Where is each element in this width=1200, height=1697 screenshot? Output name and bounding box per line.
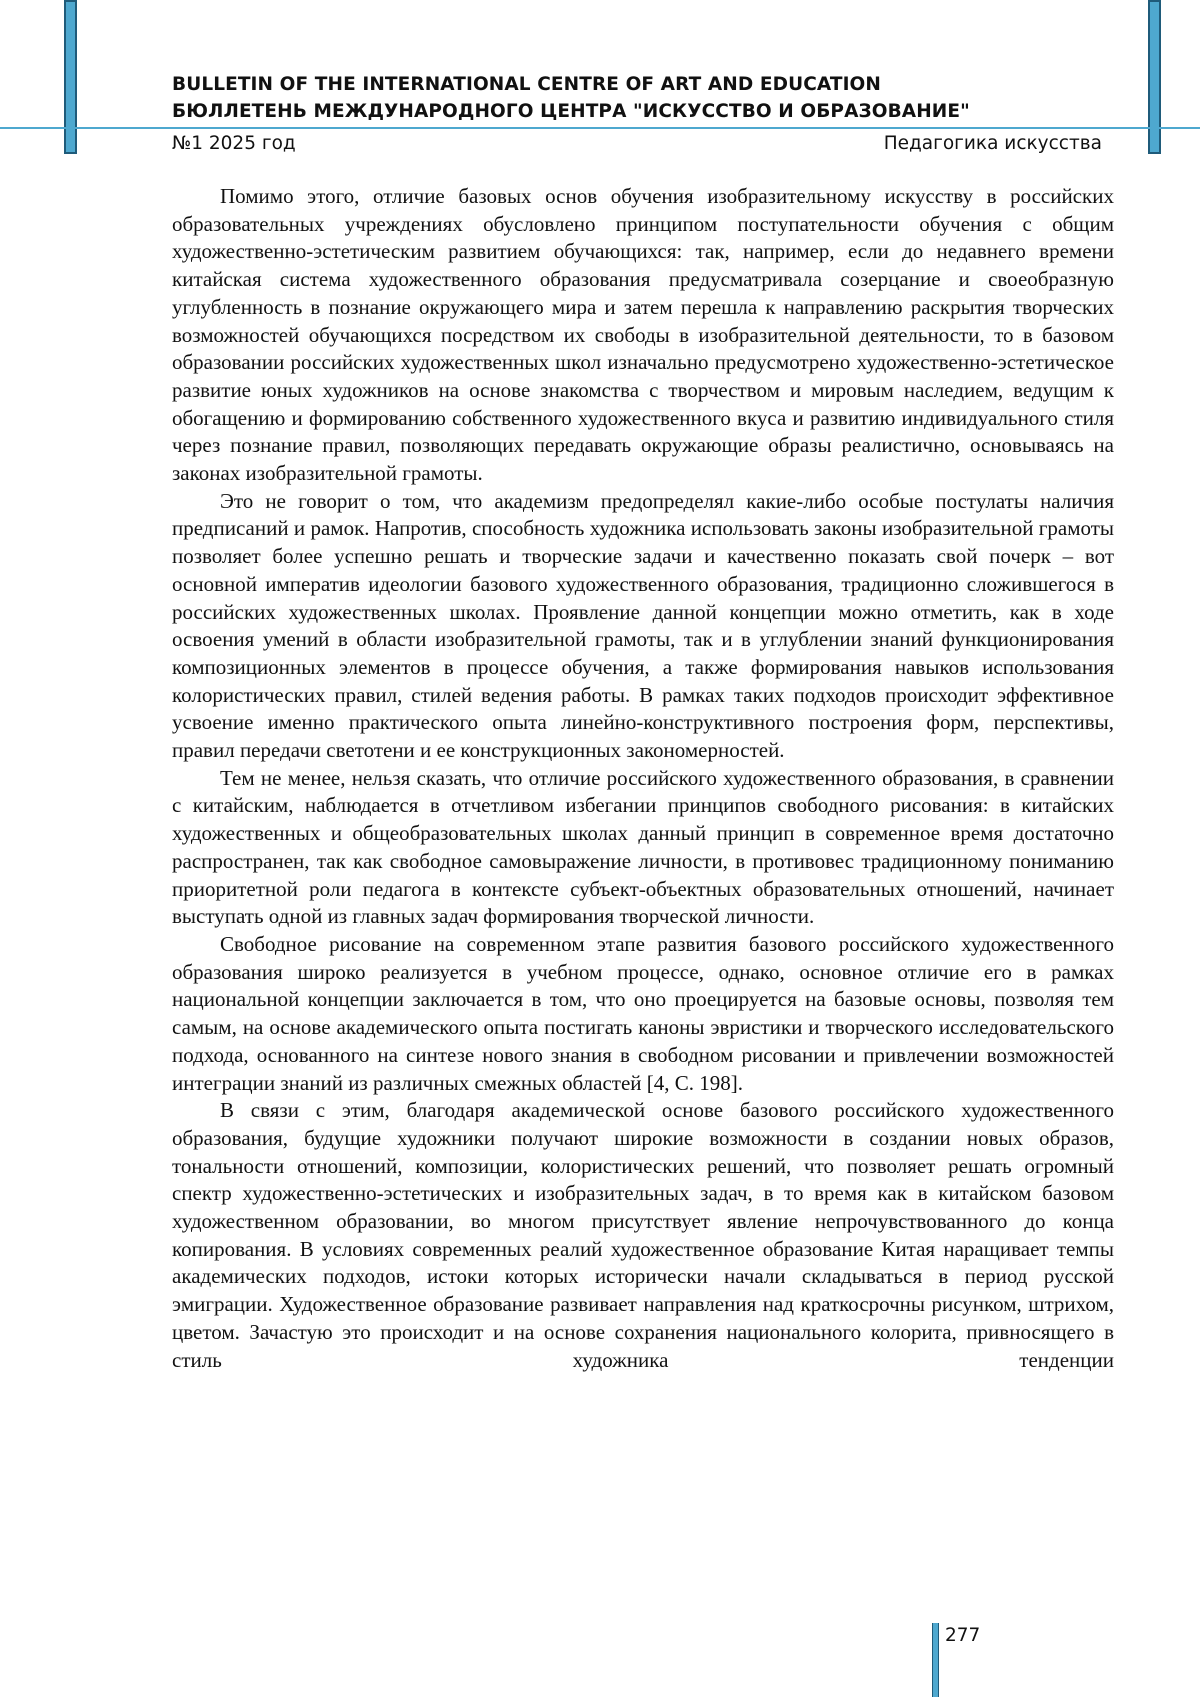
section-label: Педагогика искусства — [883, 133, 1102, 154]
paragraph-3: Тем не менее, нельзя сказать, что отличие российского художественного образования, в сравнении с китайским, наблюдается в отчетливом избегании принципов свободного рисования: в китайских художественных и общеобразовательных школах данный принцип в современное время достаточно распространен, так как свободное самовыражение личности, в противовес традиционному пониманию приоритетной роли педагога в контексте субъект-объектных образовательных отношений, начинает выступать одной из главных задач формирования творческой личности. — [172, 765, 1114, 929]
paragraph-4: Свободное рисование на современном этапе развития базового российского художественного образования широко реализуется в учебном процессе, однако, основное отличие его в рамках национальной концепции заключается в том, что оно проецируется на базовые основы, позволяя тем самым, на основе академического опыта постигать каноны эвристики и творческого исследовательского подхода, основанного на синтезе нового знания в свободном рисовании и привлечении возможностей интеграции знаний из различных смежных областей [4, С. 198]. — [172, 931, 1114, 1095]
paragraph-5: В связи с этим, благодаря академической основе базового российского художественного образования, будущие художники получают широкие возможности в создании новых образов, тональности отношений, композиции, колористических решений, что позволяет решать огромный спектр художественно-эстетических и изобразительных задач, в то время как в китайском базовом художественном образовании, во многом присутствует явление непрочувствованного до конца копирования. В условиях современных реалий художественное образование Китая наращивает темпы академических подходов, истоки которых исторически начали складываться в период русской эмиграции. Художественное образование развивает направления над краткосрочны рисунком, штрихом, цветом. Зачастую это происходит и на основе сохранения национального колорита, привносящего в стиль художника тенденции — [172, 1098, 1114, 1372]
left-decorative-bar — [64, 0, 77, 154]
article-body — [172, 183, 1114, 1374]
page-number-bar — [932, 1623, 939, 1697]
paragraph-1: Помимо этого, отличие базовых основ обучения изобразительному искусству в российских образовательных учреждениях обусловлено принципом поступательности обучения с общим художественно-эстетическим развитием обучающихся: так, например, если до недавнего времени китайская система художественного образования предусматривала созерцание и своеобразную углубленность в познание окружающего мира и затем перешла к направлению раскрытия творческих возможностей обучающихся посредством их свободы в изобразительной деятельности, то в базовом образовании российских художественных школ изначально предусмотрено художественно-эстетическое развитие юных художников на основе знакомства с творчеством и мировым наследием, ведущим к обогащению и формированию собственного художественного вкуса и развитию индивидуального стиля через познание правил, позволяющих передавать окружающие образы реалистично, основываясь на законах изобразительной грамоты. — [172, 184, 1114, 486]
issue-label: №1 2025 год — [172, 133, 296, 154]
right-decorative-bar — [1148, 0, 1161, 154]
journal-title-en: BULLETIN OF THE INTERNATIONAL CENTRE OF ART AND EDUCATION — [172, 74, 881, 95]
page-number: 277 — [945, 1625, 981, 1646]
header-rule — [0, 127, 1200, 129]
paragraph-2: Это не говорит о том, что академизм предопределял какие-либо особые постулаты наличия предписаний и рамок. Напротив, способность художника использовать законы изобразительной грамоты позволяет более успешно решать и творческие задачи и качественно показать свой почерк – вот основной императив идеологии базового художественного образования, традиционно сложившегося в российских художественных школах. Проявление данной концепции можно отметить, как в ходе освоения умений в области изобразительной грамоты, так и в углублении знаний функционирования композиционных элементов в процессе обучения, а также формирования навыков использования колористических правил, стилей ведения работы. В рамках таких подходов происходит эффективное усвоение именно практического опыта линейно-конструктивного построения форм, перспективы, правил передачи светотени и ее конструкционных закономерностей. — [172, 488, 1114, 763]
journal-title-ru: БЮЛЛЕТЕНЬ МЕЖДУНАРОДНОГО ЦЕНТРА "ИСКУССТВО И ОБРАЗОВАНИЕ" — [172, 101, 970, 122]
